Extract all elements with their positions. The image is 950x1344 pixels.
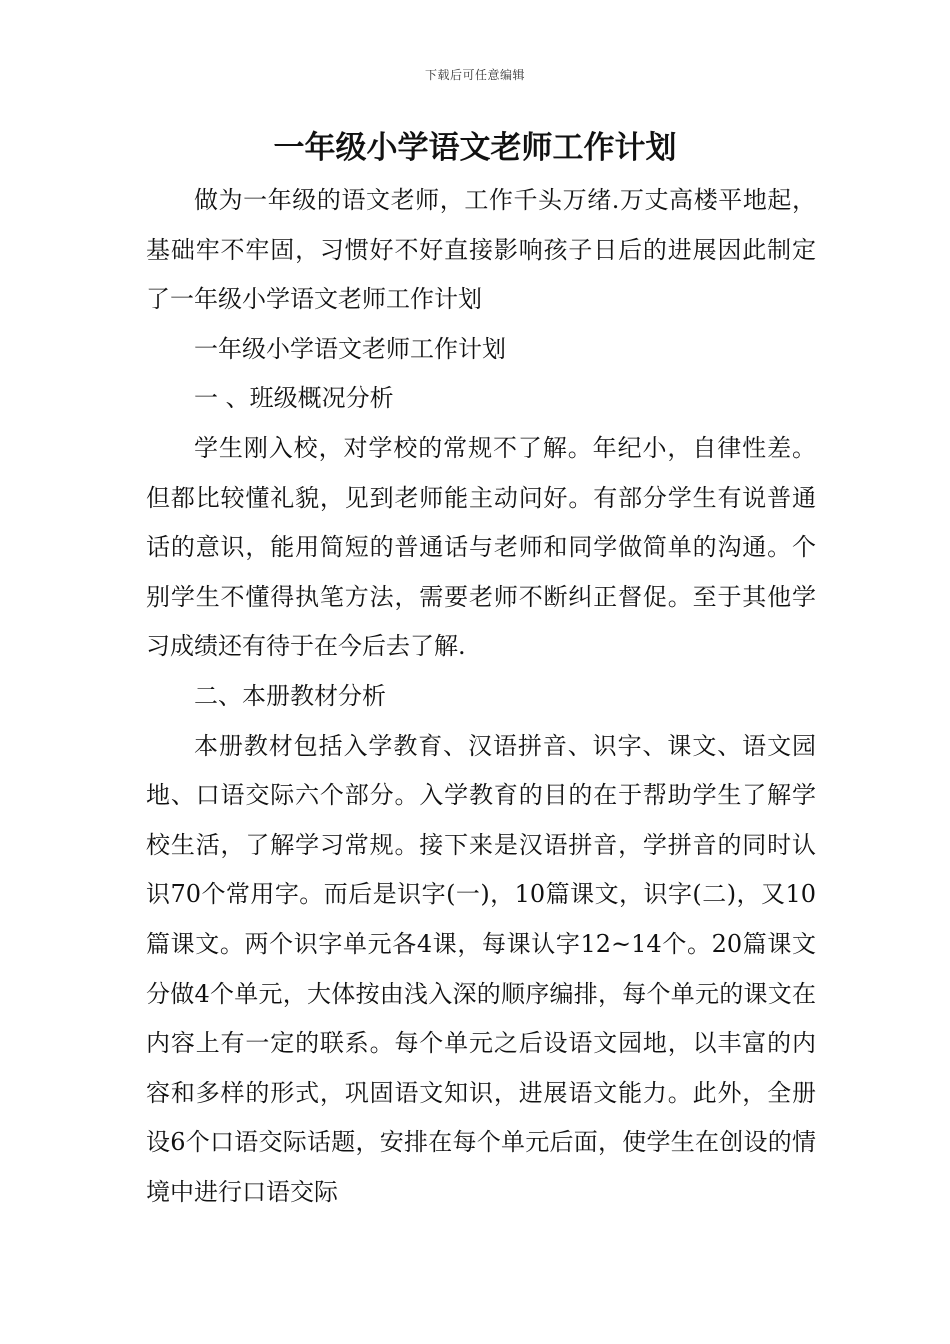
intro-paragraph: 做为一年级的语文老师，工作千头万绪.万丈高楼平地起，基础牢不牢固，习惯好不好直接影响孩子日后的进展因此制定了一年级小学语文老师工作计划 (146, 186, 816, 314)
textbook-analysis-paragraph: 本册教材包括入学教育、汉语拼音、识字、课文、语文园地、口语交际六个部分。入学教育的目的在于帮助学生了解学校生活，了解学习常规。接下来是汉语拼音，学拼音的同时认识70个常用字。而后是识字(一)，10篇课文，识字(二)，又10篇课文。两个识字单元各4课，每课认字12~14个。20篇课文分做4个单元，大体按由浅入深的顺序编排，每个单元的课文在内容上有一定的联系。每个单元之后设语文园地，以丰富的内容和多样的形式，巩固语文知识，进展语文能力。此外，全册设6个口语交际话题，安排在每个单元后面，使学生在创设的情境中进行口语交际 (146, 731, 816, 1206)
section-heading-textbook-analysis: 二、本册教材分析 (194, 681, 386, 710)
plan-subtitle: 一年级小学语文老师工作计划 (194, 334, 506, 363)
document-body (146, 176, 816, 1217)
class-overview-paragraph: 学生刚入校，对学校的常规不了解。年纪小，自律性差。但都比较懂礼貌，见到老师能主动问好。有部分学生有说普通话的意识，能用简短的普通话与老师和同学做简单的沟通。个别学生不懂得执笔方法，需要老师不断纠正督促。至于其他学习成绩还有待于在今后去了解. (146, 433, 816, 661)
document-title: 一年级小学语文老师工作计划 (273, 130, 677, 166)
section-heading-class-overview: 一 、班级概况分析 (194, 384, 394, 413)
header-note: 下载后可任意编辑 (424, 68, 525, 82)
